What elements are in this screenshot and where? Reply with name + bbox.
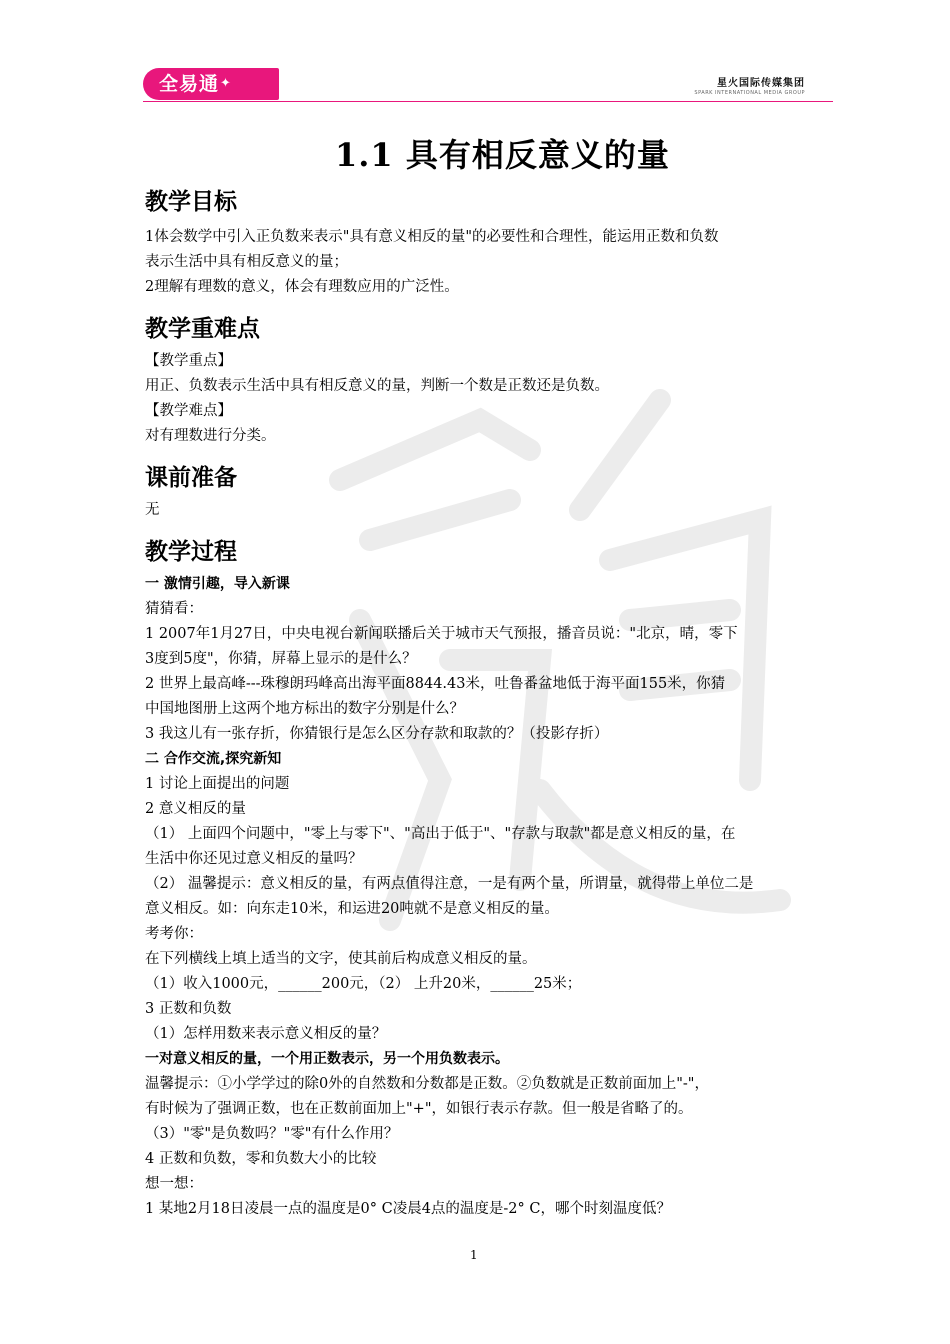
process-line: （1）怎样用数来表示意义相反的量？ bbox=[145, 1026, 387, 1042]
process-line: 1 某地2月18日凌晨一点的温度是0° C凌晨4点的温度是-2° C，哪个时刻温度低？ bbox=[145, 1201, 671, 1217]
header-divider bbox=[143, 101, 833, 102]
goals-line: 表示生活中具有相反意义的量； bbox=[145, 254, 348, 270]
heading-prep: 课前准备 bbox=[145, 465, 237, 491]
process-line: 温馨提示：①小学学过的除0外的自然数和分数都是正数。②负数就是正数前面加上"-"， bbox=[145, 1076, 709, 1092]
process-line: 2 世界上最高峰---珠穆朗玛峰高出海平面8844.43米，吐鲁番盆地低于海平面155米，你猜 bbox=[145, 676, 726, 692]
logo-text: 全易通 bbox=[159, 73, 220, 95]
key-label: 【教学重点】 bbox=[145, 353, 232, 369]
star-icon: ✦ bbox=[220, 76, 232, 91]
process-line: 3 我这儿有一张存折，你猜银行是怎么区分存款和取款的？（投影存折） bbox=[145, 726, 609, 742]
heading-key-points: 教学重难点 bbox=[145, 316, 260, 342]
page-number: 1 bbox=[470, 1248, 478, 1262]
process-subheading: 一 激情引趣，导入新课 bbox=[145, 576, 290, 592]
process-line: 3度到5度"，你猜，屏幕上显示的是什么？ bbox=[145, 651, 417, 667]
brand-name-cn: 星火国际传媒集团 bbox=[717, 78, 805, 89]
hard-label: 【教学难点】 bbox=[145, 403, 232, 419]
prep-text: 无 bbox=[145, 502, 160, 518]
process-line: （1） 上面四个问题中，"零上与零下"、"高出于低于"、"存款与取款"都是意义相反的量，在 bbox=[145, 826, 736, 842]
goals-line: 2理解有理数的意义，体会有理数应用的广泛性。 bbox=[145, 279, 459, 295]
process-line: 4 正数和负数，零和负数大小的比较 bbox=[145, 1151, 377, 1167]
process-line: 中国地图册上这两个地方标出的数字分别是什么？ bbox=[145, 701, 464, 717]
goals-line: 1体会数学中引入正负数来表示"具有意义相反的量"的必要性和合理性，能运用正数和负数 bbox=[145, 229, 719, 245]
process-line: （3）"零"是负数吗？"零"有什么作用？ bbox=[145, 1126, 399, 1142]
process-line: 1 2007年1月27日，中央电视台新闻联播后关于城市天气预报，播音员说："北京，晴，零下 bbox=[145, 626, 738, 642]
process-line: （1）收入1000元，______200元，（2） 上升20米，______25米； bbox=[145, 976, 582, 992]
process-line: 意义相反。如：向东走10米，和运进20吨就不是意义相反的量。 bbox=[145, 901, 559, 917]
process-line: （2） 温馨提示：意义相反的量，有两点值得注意，一是有两个量，所谓量，就得带上单位二是 bbox=[145, 876, 754, 892]
page-title: 1.1 具有相反意义的量 bbox=[335, 136, 670, 174]
process-line: 1 讨论上面提出的问题 bbox=[145, 776, 290, 792]
process-line: 猜猜看： bbox=[145, 601, 203, 617]
process-line: 生活中你还见过意义相反的量吗？ bbox=[145, 851, 363, 867]
heading-process: 教学过程 bbox=[145, 539, 237, 565]
brand-name-en: SPARK INTERNATIONAL MEDIA GROUP bbox=[694, 90, 805, 96]
process-line: 有时候为了强调正数，也在正数前面加上"+"，如银行表示存款。但一般是省略了的。 bbox=[145, 1101, 693, 1117]
heading-goals: 教学目标 bbox=[145, 189, 237, 215]
key-text: 用正、负数表示生活中具有相反意义的量，判断一个数是正数还是负数。 bbox=[145, 378, 609, 394]
hard-text: 对有理数进行分类。 bbox=[145, 428, 276, 444]
process-line: 在下列横线上填上适当的文字，使其前后构成意义相反的量。 bbox=[145, 951, 537, 967]
brand bbox=[694, 74, 805, 96]
process-line: 考考你： bbox=[145, 926, 203, 942]
process-line: 2 意义相反的量 bbox=[145, 801, 246, 817]
process-emphasis: 一对意义相反的量，一个用正数表示，另一个用负数表示。 bbox=[145, 1051, 509, 1067]
page-header bbox=[143, 66, 833, 102]
logo bbox=[143, 68, 279, 100]
process-line: 3 正数和负数 bbox=[145, 1001, 232, 1017]
process-line: 想一想： bbox=[145, 1176, 203, 1192]
process-subheading: 二 合作交流,探究新知 bbox=[145, 751, 282, 767]
